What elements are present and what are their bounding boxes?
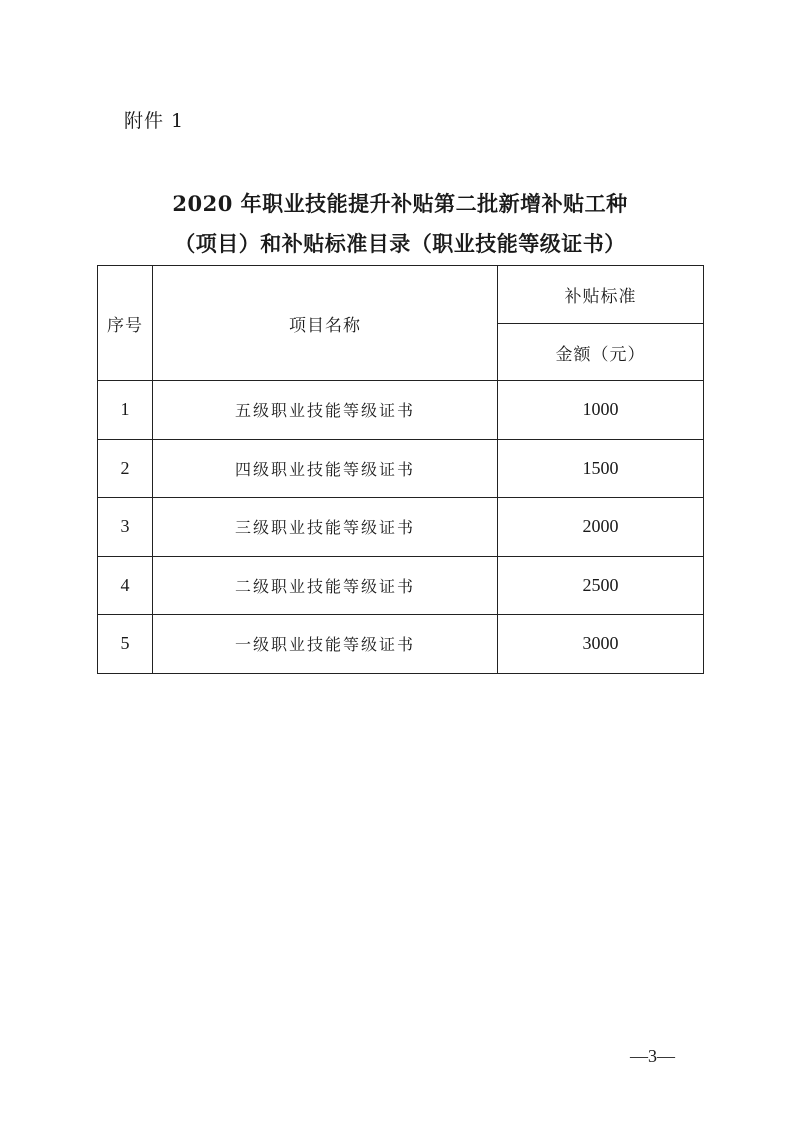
row-amount: 1000: [498, 381, 704, 440]
table-row: [98, 498, 704, 557]
subsidy-table: [97, 265, 704, 674]
table-row: [98, 615, 704, 674]
table-row: [98, 556, 704, 615]
row-index: 4: [98, 556, 153, 615]
document-title-line2: （项目）和补贴标准目录（职业技能等级证书）: [174, 231, 626, 256]
row-index: 1: [98, 381, 153, 440]
page-number: —3—: [630, 1046, 675, 1066]
row-name: 一级职业技能等级证书: [153, 615, 498, 674]
table-row: [98, 439, 704, 498]
row-amount: 1500: [498, 439, 704, 498]
header-name: 项目名称: [153, 266, 498, 381]
document-title-line1: 2020 年职业技能提升补贴第二批新增补贴工种: [172, 191, 628, 216]
header-amount: 金额（元）: [498, 324, 704, 381]
row-amount: 2500: [498, 556, 704, 615]
table-row: [98, 381, 704, 440]
header-subsidy: 补贴标准: [498, 266, 704, 324]
row-index: 2: [98, 439, 153, 498]
row-name: 三级职业技能等级证书: [153, 498, 498, 557]
row-name: 五级职业技能等级证书: [153, 381, 498, 440]
row-index: 3: [98, 498, 153, 557]
row-amount: 2000: [498, 498, 704, 557]
row-amount: 3000: [498, 615, 704, 674]
attachment-label: 附件 1: [124, 110, 185, 132]
header-index: 序号: [98, 266, 153, 381]
row-index: 5: [98, 615, 153, 674]
table-header-row: [98, 266, 704, 324]
row-name: 四级职业技能等级证书: [153, 439, 498, 498]
row-name: 二级职业技能等级证书: [153, 556, 498, 615]
